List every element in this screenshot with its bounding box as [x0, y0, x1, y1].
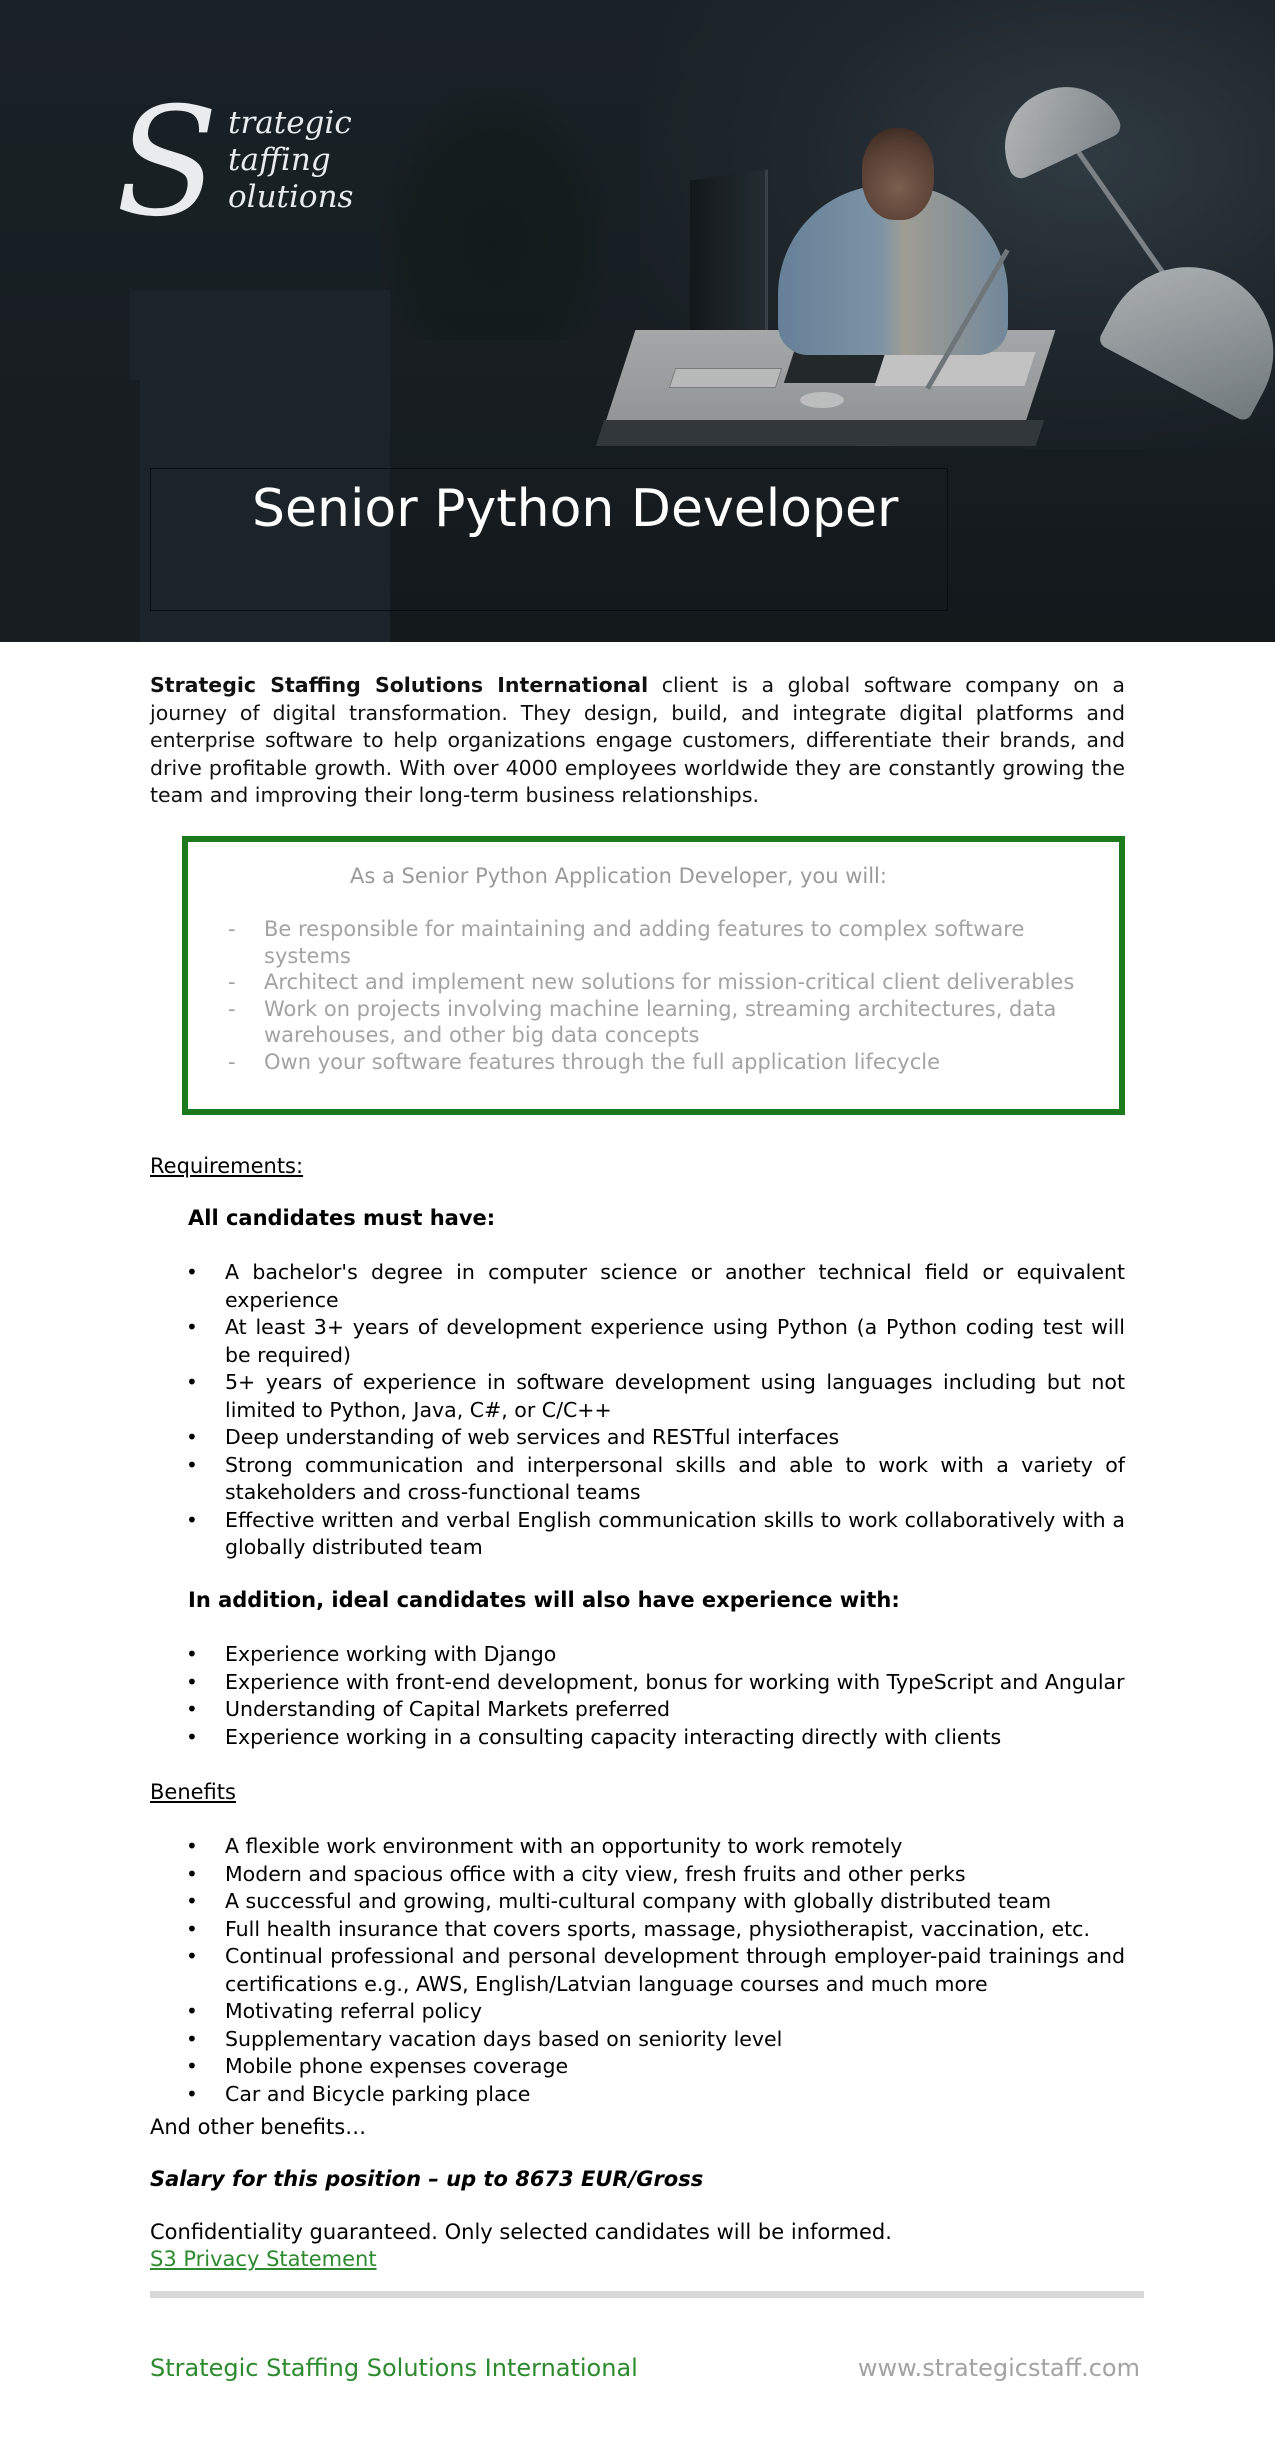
list-item: • Supplementary vacation days based on seniority level — [150, 2026, 1125, 2054]
page-title: Senior Python Developer — [252, 479, 899, 539]
list-item: • Modern and spacious office with a city view, fresh fruits and other perks — [150, 1861, 1125, 1889]
logo-initial: S — [115, 76, 219, 250]
list-item: • Full health insurance that covers sports, massage, physiotherapist, vaccination, etc. — [150, 1916, 1125, 1944]
list-item: • Experience working with Django — [150, 1641, 1125, 1669]
logo-word: olutions — [228, 179, 354, 215]
list-item: • Continual professional and personal development through employer-paid trainings and certifications e.g., AWS, English/Latvian language courses and much more — [150, 1943, 1125, 1998]
privacy-statement-link[interactable]: S3 Privacy Statement — [150, 2247, 377, 2271]
other-benefits: And other benefits… — [150, 2115, 367, 2139]
role-box — [182, 836, 1125, 1115]
list-item: • A successful and growing, multi-cultural company with globally distributed team — [150, 1888, 1125, 1916]
list-item: • Experience working in a consulting capacity interacting directly with clients — [150, 1724, 1125, 1752]
list-item: • Understanding of Capital Markets preferred — [150, 1696, 1125, 1724]
list-item: • Mobile phone expenses coverage — [150, 2053, 1125, 2081]
salary-statement: Salary for this position – up to 8673 EUR/Gross — [150, 2167, 704, 2191]
footer-website[interactable]: www.strategicstaff.com — [857, 2354, 1140, 2382]
list-item: • 5+ years of experience in software development using languages including but not limited to Python, Java, C#, or C/C++ — [150, 1369, 1125, 1424]
list-item: • At least 3+ years of development experience using Python (a Python coding test will be required) — [150, 1314, 1125, 1369]
role-box-title: As a Senior Python Application Developer, you will: — [350, 864, 887, 888]
role-item: - Work on projects involving machine learning, streaming architectures, data warehouses, and other big data concepts — [224, 996, 1104, 1049]
ideal-heading: In addition, ideal candidates will also have experience with: — [188, 1588, 900, 1612]
confidentiality-note: Confidentiality guaranteed. Only selected candidates will be informed. — [150, 2220, 892, 2244]
ideal-list — [150, 1641, 1125, 1751]
role-item: - Own your software features through the full application lifecycle — [224, 1049, 1104, 1076]
logo-word: trategic — [228, 105, 352, 141]
logo-word: taffing — [228, 142, 331, 178]
role-item: - Architect and implement new solutions for mission-critical client deliverables — [224, 969, 1104, 996]
benefits-heading: Benefits — [150, 1780, 236, 1804]
role-list — [224, 916, 1104, 1075]
footer-divider — [150, 2291, 1144, 2298]
must-have-heading: All candidates must have: — [188, 1206, 496, 1230]
must-have-list — [150, 1259, 1125, 1562]
list-item: • Car and Bicycle parking place — [150, 2081, 1125, 2109]
hero-banner — [0, 0, 1275, 642]
company-logo — [112, 76, 354, 250]
list-item: • Strong communication and interpersonal skills and able to work with a variety of stakeholders and cross-functional teams — [150, 1452, 1125, 1507]
footer-company: Strategic Staffing Solutions International — [150, 2354, 638, 2382]
list-item: • A flexible work environment with an opportunity to work remotely — [150, 1833, 1125, 1861]
requirements-heading: Requirements: — [150, 1154, 304, 1178]
list-item: • A bachelor's degree in computer science or another technical field or equivalent experience — [150, 1259, 1125, 1314]
list-item: • Motivating referral policy — [150, 1998, 1125, 2026]
list-item: • Effective written and verbal English communication skills to work collaboratively with a globally distributed team — [150, 1507, 1125, 1562]
list-item: • Deep understanding of web services and RESTful interfaces — [150, 1424, 1125, 1452]
intro-text: client is a global software company on a journey of digital transformation. They design, build, and integrate digital platforms and enterprise software to help organizations engage customers, differentiate their brands, and drive profitable growth. With over 4000 employees worldwide they are constantly growing the team and improving their long-term business relationships. — [150, 673, 1125, 807]
list-item: • Experience with front-end development, bonus for working with TypeScript and Angular — [150, 1669, 1125, 1697]
intro-paragraph — [150, 672, 1125, 810]
benefits-list — [150, 1833, 1125, 2108]
logo-words — [228, 105, 368, 216]
intro-company: Strategic Staffing Solutions International — [150, 673, 649, 697]
role-item: - Be responsible for maintaining and adding features to complex software systems — [224, 916, 1104, 969]
